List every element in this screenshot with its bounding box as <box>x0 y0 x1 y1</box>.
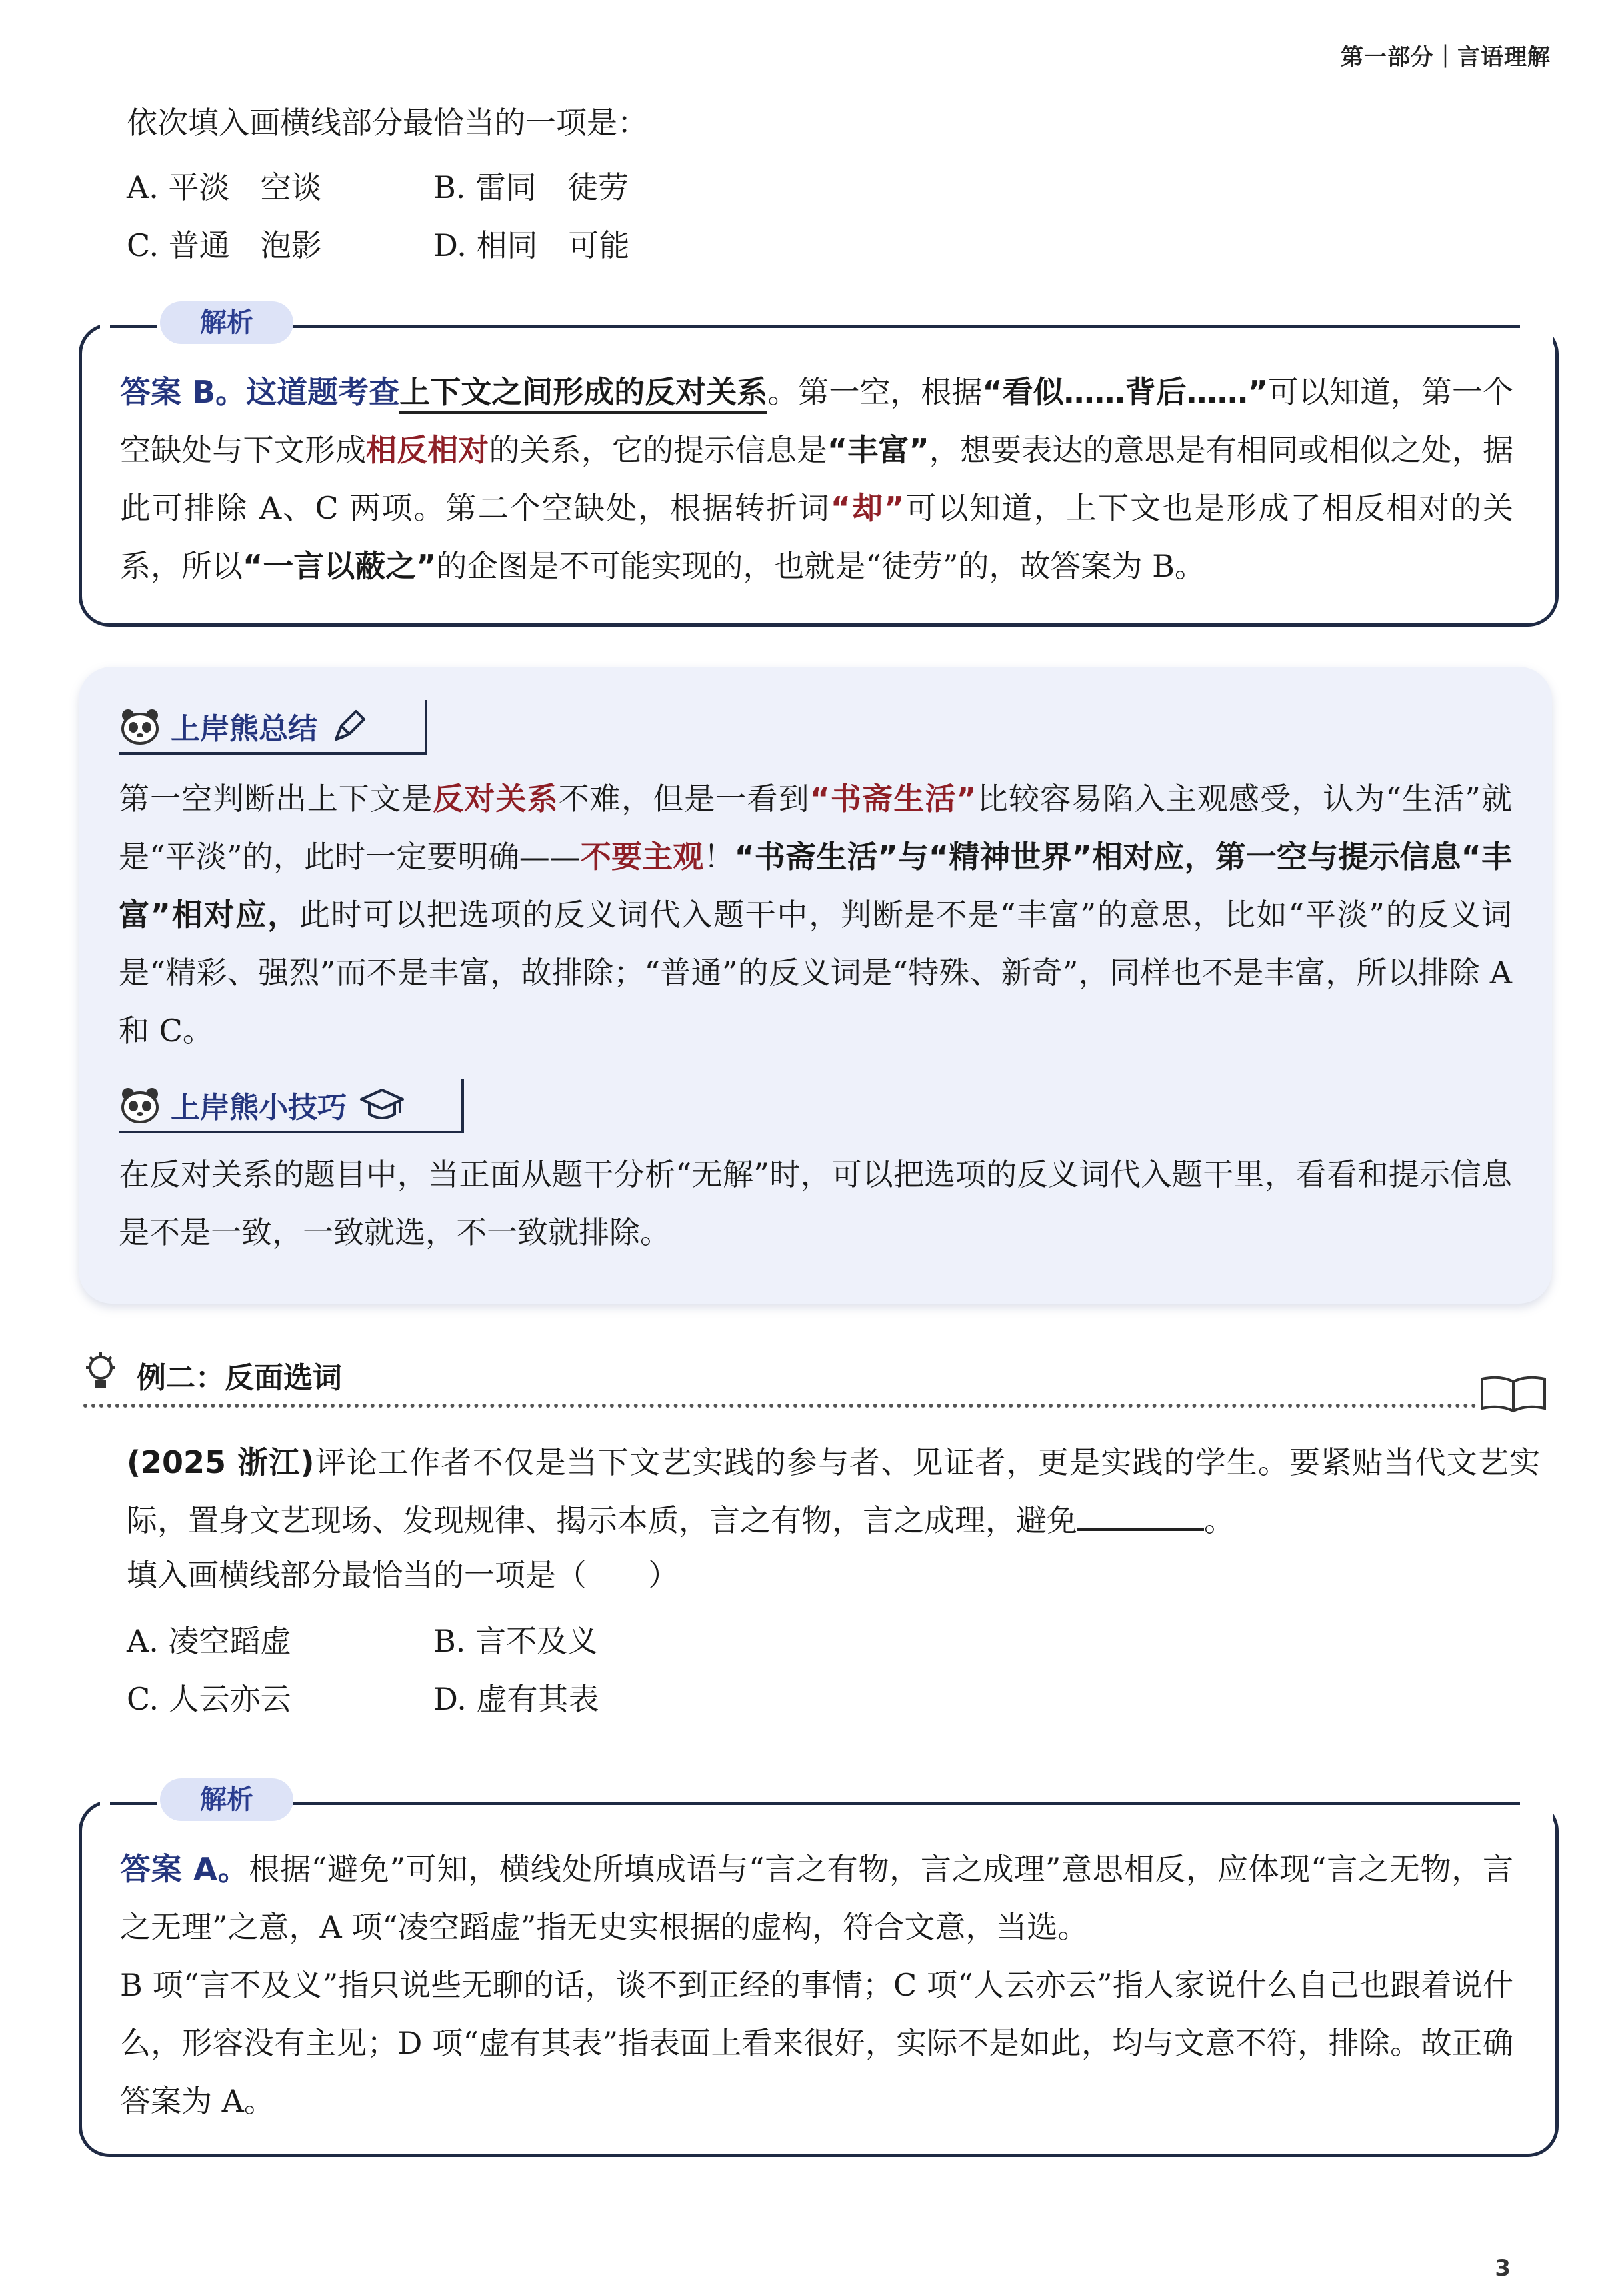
graduation-cap-icon <box>359 1085 405 1125</box>
tips-title-text: 上岸熊小技巧 <box>171 1091 347 1125</box>
bear-icon <box>119 706 161 746</box>
example-divider <box>83 1404 1477 1408</box>
option-a: A. 平淡 空谈 <box>127 169 322 205</box>
book-icon <box>1477 1374 1550 1414</box>
section-header: 第一部分｜言语理解 <box>1341 44 1551 71</box>
question-prompt: 依次填入画横线部分最恰当的一项是： <box>127 105 648 141</box>
option-b: B. 雷同 徒劳 <box>433 169 629 205</box>
example-prompt: 填入画横线部分最恰当的一项是（ ） <box>127 1557 679 1593</box>
tips-text: 在反对关系的题目中，当正面从题干分析“无解”时，可以把选项的反义词代入题干里，看看和提示信息是不是一致，一致就选，不一致就排除。 <box>119 1156 1512 1250</box>
analysis-text: 答案 B。这道题考查上下文之间形成的反对关系。第一空，根据“看似……背后……”可以知道，第一个空缺处与下文形成相反相对的关系，它的提示信息是“丰富”，想要表达的意思是有相同或相似之处，据此可排除 A、C 两项。第二个空缺处，根据转折词“却”可以知道，上下文也是形成了相反相对的关系，所以“一言以蔽之”的企图是不可能实现的，也就是“徒劳”的，故答案为 B。 <box>120 374 1514 584</box>
example-stem: (2025 浙江)评论工作者不仅是当下文艺实践的参与者、见证者，更是实践的学生。要紧贴当代文艺实际，置身文艺现场、发现规律、揭示本质，言之有物，言之成理，避免 。 <box>127 1444 1540 1538</box>
example-option-c: C. 人云亦云 <box>127 1681 291 1717</box>
example-title: 例二：反面选词 <box>137 1361 342 1395</box>
analysis-tag-2: 解析 <box>160 1778 293 1821</box>
analysis-text-2: 答案 A。根据“避免”可知，横线处所填成语与“言之有物，言之成理”意思相反，应体现“言之无物，言之无理”之意，A 项“凌空蹈虚”指无史实根据的虚构，符合文意，当选。 B 项“言不及义”指只说些无聊的话，谈不到正经的事情；C 项“人云亦云”指人家说什么自己也跟着说什么，形容没有主见；D 项“虚有其表”指表面上看来很好，实际不是如此，均与文意不符，排除。故正确答案为 A。 <box>120 1851 1513 2119</box>
page-number: 3 <box>1495 2255 1511 2282</box>
example-option-d: D. 虚有其表 <box>433 1681 599 1717</box>
bear-icon <box>119 1085 161 1125</box>
lightbulb-icon <box>83 1350 118 1397</box>
option-c: C. 普通 泡影 <box>127 227 322 263</box>
example-option-b: B. 言不及义 <box>433 1623 599 1659</box>
summary-text: 第一空判断出上下文是反对关系不难，但是一看到“书斋生活”比较容易陷入主观感受，认为“生活”就是“平淡”的，此时一定要明确——不要主观！“书斋生活”与“精神世界”相对应，第一空与提示信息“丰富”相对应，此时可以把选项的反义词代入题干中，判断是不是“丰富”的意思，比如“平淡”的反义词是“精彩、强烈”而不是丰富，故排除；“普通”的反义词是“特殊、新奇”，同样也不是丰富，所以排除 A 和 C。 <box>119 781 1513 1049</box>
answer-blank <box>1077 1502 1204 1531</box>
analysis-tag: 解析 <box>160 301 293 344</box>
option-d: D. 相同 可能 <box>433 227 630 263</box>
summary-title-text: 上岸熊总结 <box>171 712 317 746</box>
tips-title <box>119 1079 464 1133</box>
example-option-a: A. 凌空蹈虚 <box>127 1623 291 1659</box>
pen-icon <box>329 706 369 746</box>
summary-title <box>119 700 427 755</box>
